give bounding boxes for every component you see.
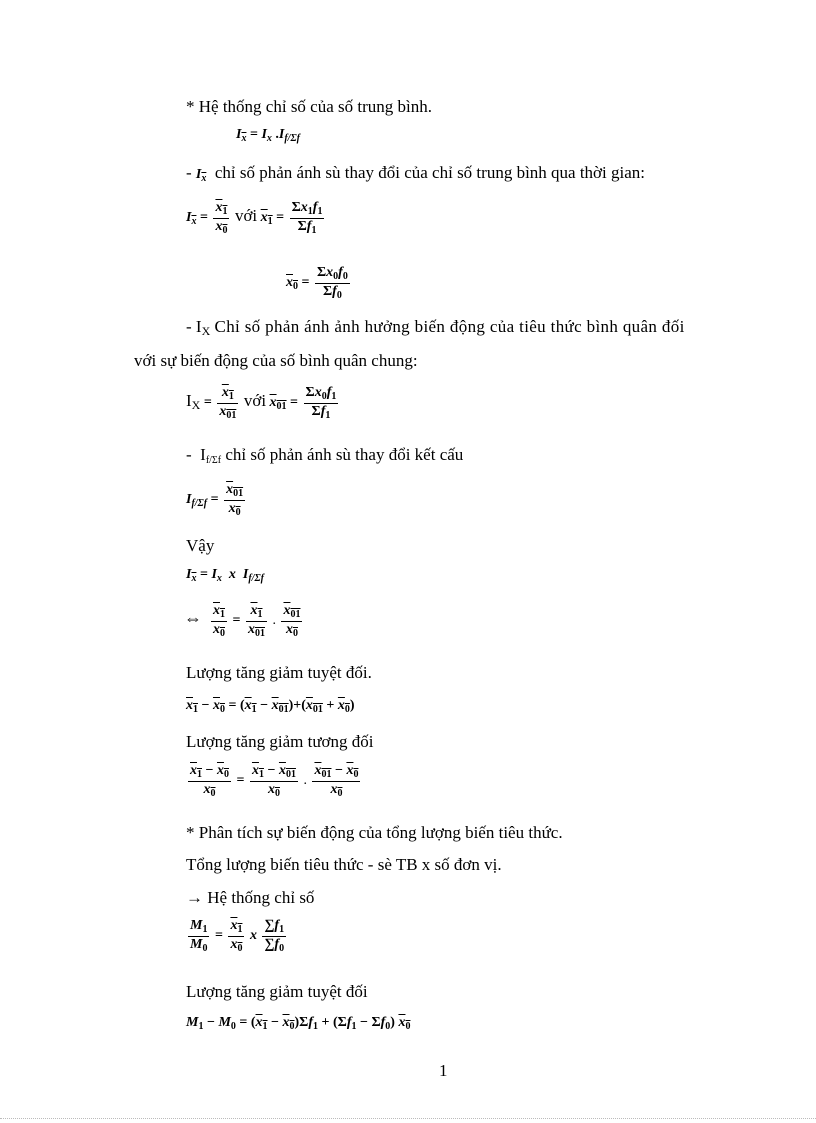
relative-change-label: Lượng tăng giảm tương đối <box>186 732 374 751</box>
heading-total-variable: * Phân tích sự biến động của tổng lượng biến tiêu thức. <box>186 823 563 842</box>
formula-structure-index: $I_{f/\Sigma f}$ = $\frac{x_{01}}{x_0}$ <box>186 482 244 518</box>
total-variable-line: Tổng lượng biến tiêu thức - sè TB x số đơn vị. <box>186 855 502 874</box>
formula-total-index: $\frac{M_1}{M_0}$ = $\frac{x_1}{x_0}$ x $\frac{\sum f_1}{\sum f_0}$ <box>190 918 285 954</box>
formula-equivalence: ⇔ $\frac{x_1}{x_0}$ = $\frac{x_1}{x_{01}}$ . $\frac{x_{01}}{x_0}$ <box>184 603 301 639</box>
formula-average-index: $I_{\overline{x}}$ = $\frac{x_1}{x_0}$ với $x_1$ = $\frac{\Sigma x_1f_1}{\Sigma f_1}$ <box>186 200 323 236</box>
formula-fixed-index: $I_X$ = $\frac{x_1}{x_{01}}$ với $x_{01}$ = $\frac{\Sigma x_0f_1}{\Sigma f_1}$ <box>186 385 337 421</box>
formula-relative-change: $\frac{x_1 - x_0}{x_0}$ = $\frac{x_1 - x_{01}}{x_0}$ . $\frac{x_{01} - x_0}{x_0}$ <box>190 763 359 799</box>
formula-absolute-change-2: $M_1 - M_0 = (x_1 - x_0)\Sigma f_1 + (\Sigma f_1 - \Sigma f_0)$ $x_0$ <box>186 1015 411 1032</box>
page-number: 1 <box>439 1061 448 1080</box>
absolute-change-label-1: Lượng tăng giảm tuyệt đối. <box>186 663 372 682</box>
therefore-label: Vậy <box>186 536 215 555</box>
bullet-structure-index: - $I_{f/\Sigma f}$ chỉ số phản ánh sù thay đổi kết cấu <box>186 445 464 466</box>
formula-index-system: $I_{\overline{x}} = I_x$ $.I_{f/\Sigma f}$ <box>236 127 300 144</box>
page-bottom-divider <box>0 1118 816 1119</box>
bullet-fixed-index-line1: - $I_X$ Chỉ số phản ánh ảnh hưởng biến động của tiêu thức bình quân đối <box>186 317 685 338</box>
formula-x0-mean: $x_0$ = $\frac{\Sigma x_0f_0}{\Sigma f_0}$ <box>286 265 348 301</box>
formula-absolute-change-1: $x_1 - x_0 = (x_1 - x_{01})+(x_{01} + x_0)$ <box>186 698 355 715</box>
formula-index-product: $I_{\overline{x}} = I_x$ x $I_{f/\Sigma f}$ <box>186 567 264 584</box>
bullet-fixed-index-line2: với sự biến động của số bình quân chung: <box>134 351 418 370</box>
index-system-label: → Hệ thống chỉ số <box>186 888 315 907</box>
absolute-change-label-2: Lượng tăng giảm tuyệt đối <box>186 982 368 1001</box>
bullet-average-index: - $I_{\overline{x}}$ chỉ số phản ánh sù thay đổi của chỉ số trung bình qua thời gian: <box>186 163 646 184</box>
heading-index-system: * Hệ thống chỉ số của số trung bình. <box>186 97 432 116</box>
